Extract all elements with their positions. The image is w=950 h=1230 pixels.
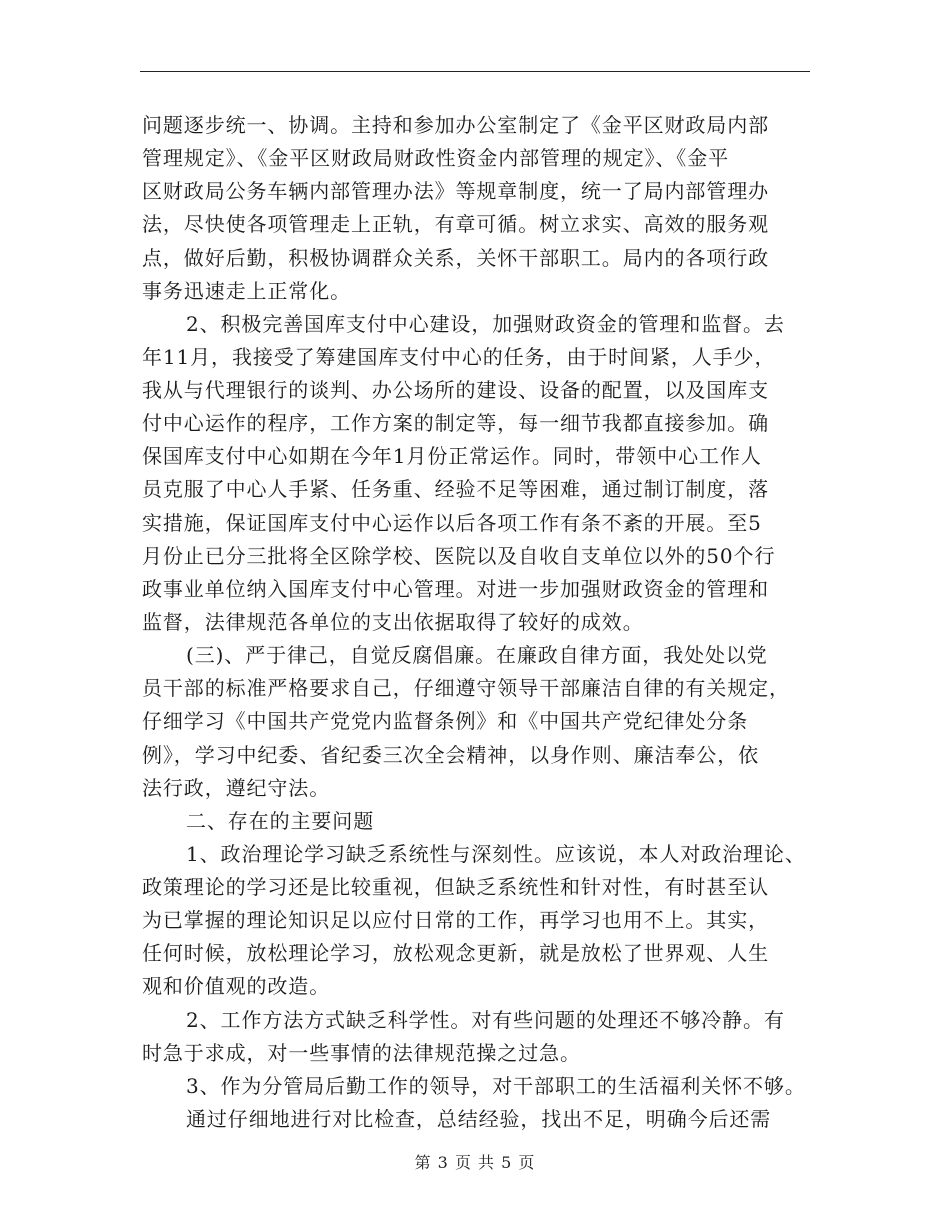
text-line: 员干部的标准严格要求自己，仔细遵守领导干部廉洁自律的有关规定， [142,676,790,700]
text-line: 1、政治理论学习缺乏系统性与深刻性。应该说，本人对政治理论、 [186,842,806,866]
text-line: 例》，学习中纪委、省纪委三次全会精神，以身作则、廉洁奉公，依 [142,743,759,767]
text-line: 事务迅速走上正常化。 [142,279,351,303]
text-line: 月份止已分三批将全区除学校、医院以及自收自支单位以外的50个行 [142,544,776,568]
text-line: 员克服了中心人手紧、任务重、经验不足等困难，通过制订制度，落 [142,477,769,501]
section-heading: 二、存在的主要问题 [186,809,375,833]
text-line: 我从与代理银行的谈判、办公场所的建设、设备的配置，以及国库支 [142,378,769,402]
text-line: 为已掌握的理论知识足以应付日常的工作，再学习也用不上。其实， [142,908,769,932]
page-footer: 第 3 页 共 5 页 [414,1153,536,1172]
text-line: 任何时候，放松理论学习，放松观念更新，就是放松了世界观、人生 [142,941,769,965]
text-line: 3、作为分管局后勤工作的领导，对干部职工的生活福利关怀不够。 [186,1074,806,1098]
text-line: 实措施，保证国库支付中心运作以后各项工作有条不紊的开展。至5 [142,511,762,535]
text-line: 仔细学习《中国共产党党内监督条例》和《中国共产党纪律处分条 [142,709,749,733]
text-line: 2、积极完善国库支付中心建设，加强财政资金的管理和监督。去 [186,312,785,336]
text-line: 法，尽快使各项管理走上正轨，有章可循。树立求实、高效的服务观 [142,212,769,236]
text-line: 区财政局公务车辆内部管理办法》等规章制度，统一了局内部管理办 [142,179,769,203]
text-line: 政策理论的学习还是比较重视，但缺乏系统性和针对性，有时甚至认 [142,875,769,899]
text-line: 付中心运作的程序，工作方案的制定等，每一细节我都直接参加。确 [142,411,769,435]
text-line: 2、工作方法方式缺乏科学性。对有些问题的处理还不够冷静。有 [186,1008,785,1032]
text-line: 法行政，遵纪守法。 [142,776,331,800]
text-line: 保国库支付中心如期在今年1月份正常运作。同时，带领中心工作人 [142,444,762,468]
text-line: 政事业单位纳入国库支付中心管理。对进一步加强财政资金的管理和 [142,577,769,601]
text-line: 管理规定》、《金平区财政局财政性资金内部管理的规定》、《金平 [142,146,729,170]
text-line: 点，做好后勤，积极协调群众关系，关怀干部职工。局内的各项行政 [142,246,769,270]
text-line: 观和价值观的改造。 [142,974,331,998]
text-line: 年11月，我接受了筹建国库支付中心的任务，由于时间紧，人手少， [142,345,776,369]
text-line: 通过仔细地进行对比检查，总结经验，找出不足，明确今后还需 [186,1107,772,1131]
text-line: 问题逐步统一、协调。主持和参加办公室制定了《金平区财政局内部 [142,113,769,137]
text-line: (三)、严于律己，自觉反腐倡廉。在廉政自律方面，我处处以党 [186,643,768,667]
text-line: 时急于求成，对一些事情的法律规范操之过急。 [142,1041,581,1065]
text-line: 监督，法律规范各单位的支出依据取得了较好的成效。 [142,610,644,634]
